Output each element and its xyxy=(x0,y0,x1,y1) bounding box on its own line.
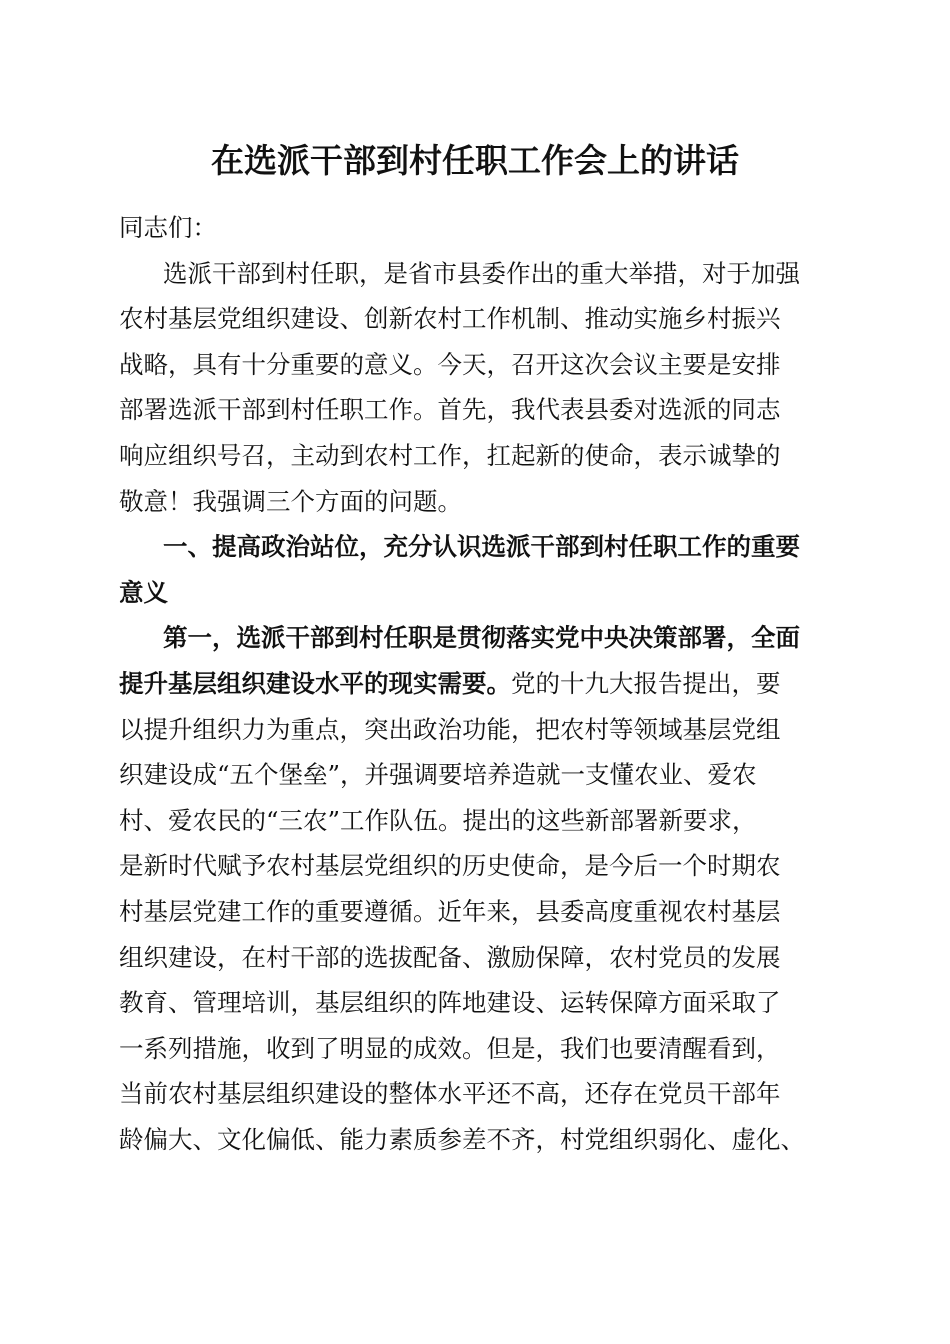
paragraph-line: 一系列措施，收到了明显的成效。但是，我们也要清醒看到， xyxy=(119,1033,781,1063)
paragraph-line: 龄偏大、文化偏低、能力素质参差不齐，村党组织弱化、虚化、 xyxy=(119,1124,805,1154)
paragraph-line: 教育、管理培训，基层组织的阵地建设、运转保障方面采取了 xyxy=(119,988,781,1018)
paragraph-line: 敬意！我强调三个方面的问题。 xyxy=(119,486,462,516)
sentence-continuation: 党的十九大报告提出，要 xyxy=(511,668,781,698)
paragraph-intro xyxy=(119,251,829,525)
heading-line: 意义 xyxy=(119,577,168,607)
paragraph-line: 农村基层党组织建设、创新农村工作机制、推动实施乡村振兴 xyxy=(119,304,781,334)
paragraph-line xyxy=(119,615,829,661)
salutation: 同志们： xyxy=(119,213,217,242)
paragraph-line xyxy=(119,661,829,707)
paragraph-line: 组织建设，在村干部的选拔配备、激励保障，农村党员的发展 xyxy=(119,942,781,972)
heading-line: 一、提高政治站位，充分认识选派干部到村任职工作的重要 xyxy=(163,532,800,562)
paragraph-line: 是新时代赋予农村基层党组织的历史使命，是今后一个时期农 xyxy=(119,851,781,881)
paragraph-line: 选派干部到村任职，是省市县委作出的重大举措，对于加强 xyxy=(163,258,800,288)
paragraph-line: 村、爱农民的“三农”工作队伍。提出的这些新部署新要求， xyxy=(119,805,757,835)
paragraph-line: 部署选派干部到村任职工作。首先，我代表县委对选派的同志 xyxy=(119,395,781,425)
section-heading-1 xyxy=(119,524,829,615)
paragraph-line: 织建设成“五个堡垒”，并强调要培养造就一支懂农业、爱农 xyxy=(119,760,757,790)
paragraph-line: 响应组织号召，主动到农村工作，扛起新的使命，表示诚挚的 xyxy=(119,440,781,470)
paragraph-line: 当前农村基层组织建设的整体水平还不高，还存在党员干部年 xyxy=(119,1079,781,1109)
document-body xyxy=(119,205,829,1162)
paragraph-line: 以提升组织力为重点，突出政治功能，把农村等领域基层党组 xyxy=(119,714,781,744)
lead-sentence-part: 提升基层组织建设水平的现实需要。 xyxy=(119,668,511,698)
lead-sentence-part: 第一，选派干部到村任职是贯彻落实党中央决策部署，全面 xyxy=(163,623,800,653)
paragraph-line: 村基层党建工作的重要遵循。近年来，县委高度重视农村基层 xyxy=(119,896,781,926)
document-title: 在选派干部到村任职工作会上的讲话 xyxy=(211,141,739,180)
paragraph-line: 战略，具有十分重要的意义。今天，召开这次会议主要是安排 xyxy=(119,349,781,379)
paragraph-first-point xyxy=(119,615,829,1162)
